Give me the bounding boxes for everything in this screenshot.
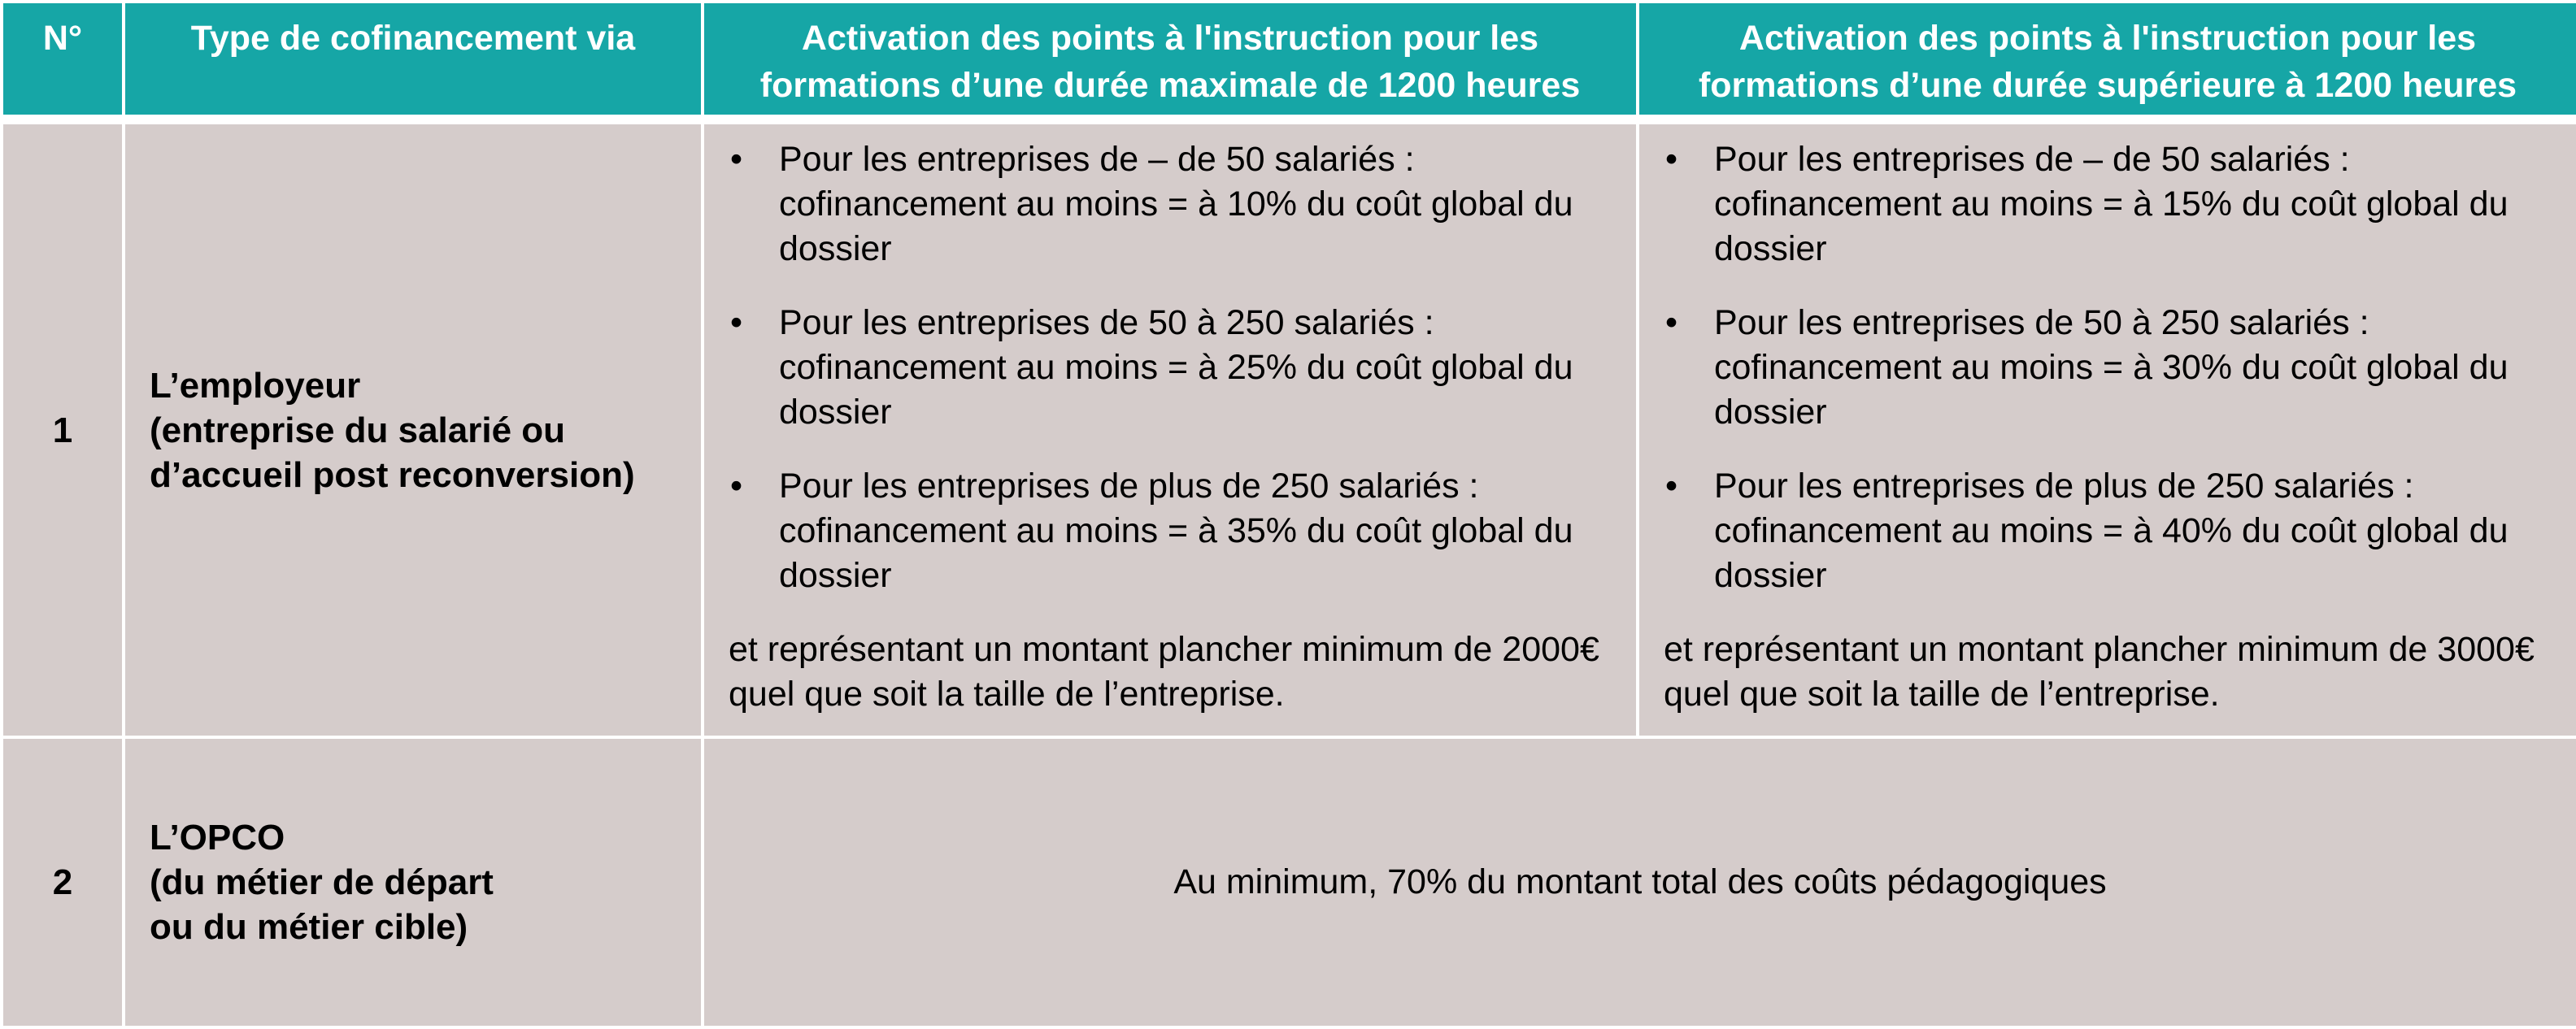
cofinancer-detail: ou du métier cible) xyxy=(150,907,468,947)
bullet-icon: • xyxy=(1665,467,1678,506)
table-row xyxy=(2,737,2576,1027)
header-long-duration: Activation des points à l'instruction pour les formations d’une durée supérieure à 1200 heures xyxy=(1638,2,2576,119)
list-item: • Pour les entreprises de plus de 250 salariés : cofinancement au moins = à 35% du coût global du dossier xyxy=(729,464,1620,598)
cofinancer-detail: d’accueil post reconversion) xyxy=(150,454,635,495)
cofinancer-detail: (entreprise du salarié ou xyxy=(150,410,566,450)
bullet-list xyxy=(1664,137,2560,598)
list-item: • Pour les entreprises de 50 à 250 salariés : cofinancement au moins = à 25% du coût global du dossier xyxy=(729,301,1620,435)
list-item: • Pour les entreprises de 50 à 250 salariés : cofinancement au moins = à 30% du coût global du dossier xyxy=(1664,301,2560,435)
row-number: 1 xyxy=(2,119,124,737)
bullet-list xyxy=(729,137,1620,598)
bullet-icon: • xyxy=(730,467,743,506)
cofinancer-name: L’employeur xyxy=(150,365,361,406)
conditions-long-duration xyxy=(1638,119,2576,737)
cofinancer-type xyxy=(124,737,703,1027)
opco-minimum-text: Au minimum, 70% du montant total des coûts pédagogiques xyxy=(703,737,2576,1027)
cofinancer-detail: (du métier de départ xyxy=(150,862,494,902)
header-short-duration: Activation des points à l'instruction pour les formations d’une durée maximale de 1200 heures xyxy=(703,2,1638,119)
header-type: Type de cofinancement via xyxy=(124,2,703,119)
bullet-icon: • xyxy=(1665,303,1678,342)
conditions-short-duration xyxy=(703,119,1638,737)
cofinancer-name: L’OPCO xyxy=(150,818,285,858)
list-item: • Pour les entreprises de – de 50 salariés : cofinancement au moins = à 10% du coût global du dossier xyxy=(729,137,1620,271)
row-number: 2 xyxy=(2,737,124,1027)
table-row xyxy=(2,119,2576,737)
list-item: • Pour les entreprises de plus de 250 salariés : cofinancement au moins = à 40% du coût global du dossier xyxy=(1664,464,2560,598)
bullet-icon: • xyxy=(1665,140,1678,179)
floor-amount-text: et représentant un montant plancher minimum de 3000€ quel que soit la taille de l’entreprise. xyxy=(1664,630,2535,714)
bullet-icon: • xyxy=(730,140,743,179)
floor-amount-text: et représentant un montant plancher minimum de 2000€ quel que soit la taille de l’entreprise. xyxy=(729,630,1599,714)
cofinancer-type xyxy=(124,119,703,737)
list-item: • Pour les entreprises de – de 50 salariés : cofinancement au moins = à 15% du coût global du dossier xyxy=(1664,137,2560,271)
header-num: N° xyxy=(2,2,124,119)
header-row xyxy=(2,2,2576,119)
bullet-icon: • xyxy=(730,303,743,342)
